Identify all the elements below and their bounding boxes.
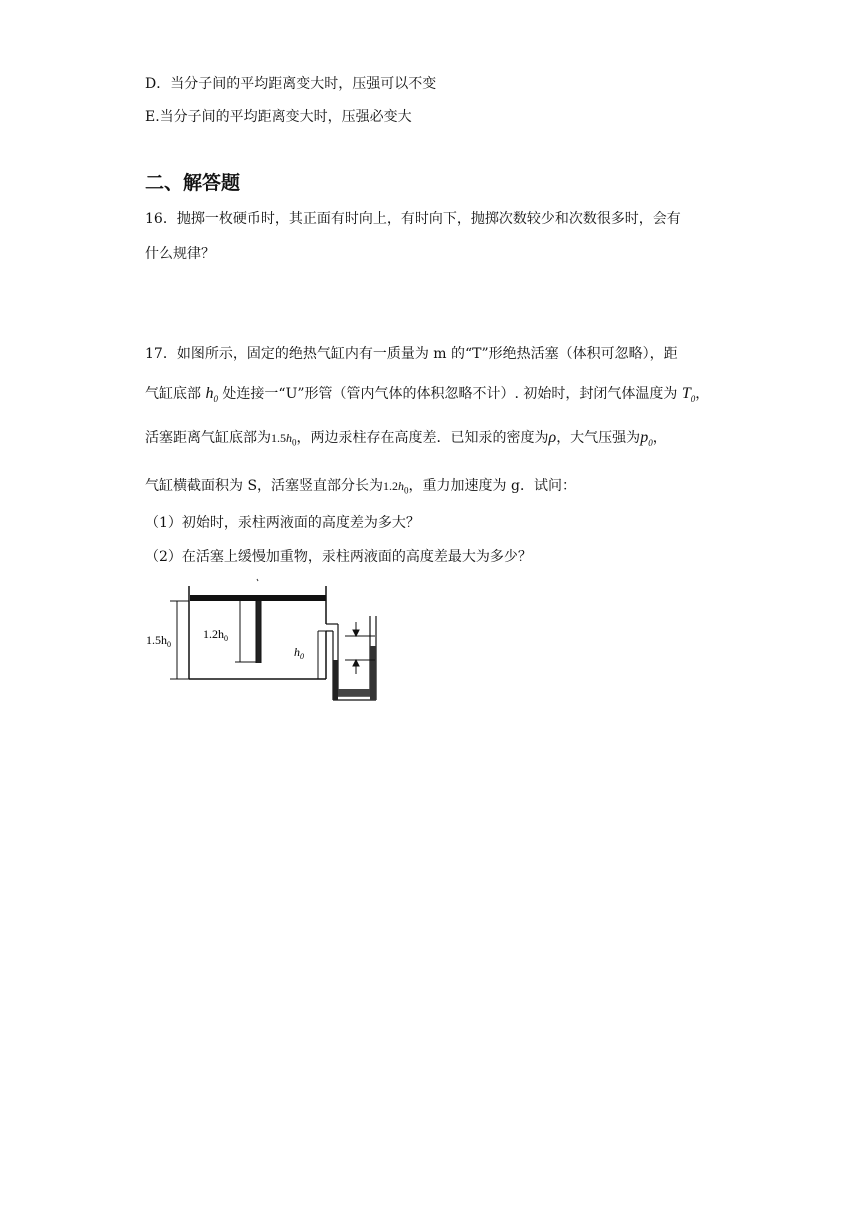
q16-line1: 16．抛掷一枚硬币时，其正面有时向上，有时向下，抛掷次数较少和次数很多时，会有 [145, 211, 681, 227]
q17-line2: 气缸底部 $h_0$ 处连接一“U”形管（管内气体的体积忽略不计）. 初始时，封闭气体温度为 $T_0$， [145, 385, 710, 405]
section-title: 二、解答题 [145, 172, 241, 194]
q17-line1: 17．如图所示，固定的绝热气缸内有一质量为 m 的“T”形绝热活塞（体积可忽略），距 [145, 346, 678, 362]
label-1-2h0: $1.2h_0$ [203, 627, 228, 643]
option-e: E.当分子间的平均距离变大时，压强必变大 [145, 109, 412, 125]
q16-line2: 什么规律？ [145, 246, 215, 262]
cylinder-figure [145, 576, 395, 706]
q17-sub1: （1）初始时，汞柱两液面的高度差为多大？ [145, 515, 420, 531]
mercury-right [370, 646, 376, 700]
mercury-bottom [338, 689, 370, 696]
rho-symbol: ρ [548, 429, 557, 446]
label-h0: $h_0$ [294, 645, 304, 661]
q17-sub2: （2）在活塞上缓慢加重物，汞柱两液面的高度差最大为多少？ [145, 549, 532, 565]
mercury-left [333, 660, 338, 700]
q17-line3: 活塞距离气缸底部为$1.5h_0$，两边汞柱存在高度差．已知汞的密度为ρ，大气压强为$p_0$， [145, 429, 667, 449]
label-1-5h0: $1.5h_0$ [146, 633, 171, 649]
p0-symbol: $p_0$ [640, 429, 653, 449]
piston-top [190, 595, 326, 601]
option-d: D．当分子间的平均距离变大时，压强可以不变 [145, 76, 437, 92]
q17-line4: 气缸横截面积为 S，活塞竖直部分长为$1.2h_0$，重力加速度为 g．试问： [145, 478, 576, 496]
piston-rod [256, 601, 261, 663]
t0-symbol: $T_0$ [681, 385, 696, 405]
h0-symbol: $h_0$ [205, 385, 218, 405]
